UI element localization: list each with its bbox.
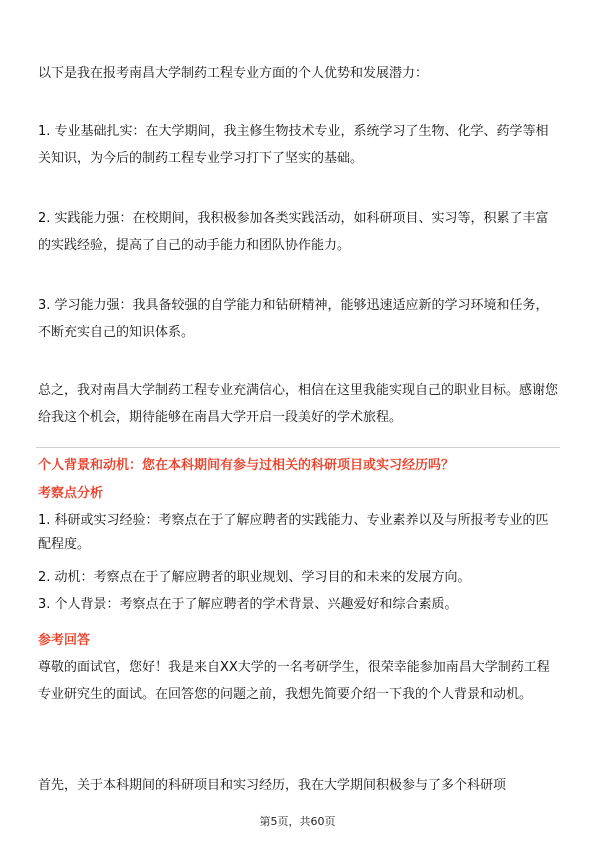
analysis-item-1: 1. 科研或实习经验：考察点在于了解应聘者的实践能力、专业素养以及与所报考专业的匹配程度。: [38, 513, 549, 552]
answer-paragraph-2: 首先，关于本科期间的科研项目和实习经历，我在大学期间积极参与了多个科研项: [38, 778, 507, 793]
intro-lead: 以下是我在报考南昌大学制药工程专业方面的个人优势和发展潜力：: [38, 66, 429, 81]
question-title: 个人背景和动机：您在本科期间有参与过相关的科研项目或实习经历吗？: [38, 458, 455, 473]
answer-heading: 参考回答: [38, 633, 91, 648]
intro-summary: 总之，我对南昌大学制药工程专业充满信心，相信在这里我能实现自己的职业目标。感谢您给我这个机会，期待能够在南昌大学开启一段美好的学术旅程。: [38, 383, 559, 425]
answer-paragraph-1: 尊敬的面试官，您好！我是来自XX大学的一名考研学生，很荣幸能参加南昌大学制药工程专业研究生的面试。在回答您的问题之前，我想先简要介绍一下我的个人背景和动机。: [38, 660, 550, 702]
page-number-footer: 第5页，共60页: [259, 815, 336, 828]
analysis-item-3: 3. 个人背景：考察点在于了解应聘者的学术背景、兴趣爱好和综合素质。: [38, 597, 458, 612]
analysis-item-2: 2. 动机：考察点在于了解应聘者的职业规划、学习目的和未来的发展方向。: [38, 570, 471, 585]
intro-point-3: 3. 学习能力强：我具备较强的自学能力和钻研精神，能够迅速适应新的学习环境和任务，不断充实自己的知识体系。: [38, 298, 549, 340]
intro-point-2: 2. 实践能力强：在校期间，我积极参加各类实践活动，如科研项目、实习等，积累了丰富的实践经验，提高了自己的动手能力和团队协作能力。: [38, 211, 549, 253]
analysis-heading: 考察点分析: [38, 486, 104, 501]
section-divider: [36, 447, 560, 448]
intro-point-1: 1. 专业基础扎实：在大学期间，我主修生物技术专业，系统学习了生物、化学、药学等相关知识，为今后的制药工程专业学习打下了坚实的基础。: [38, 124, 549, 166]
